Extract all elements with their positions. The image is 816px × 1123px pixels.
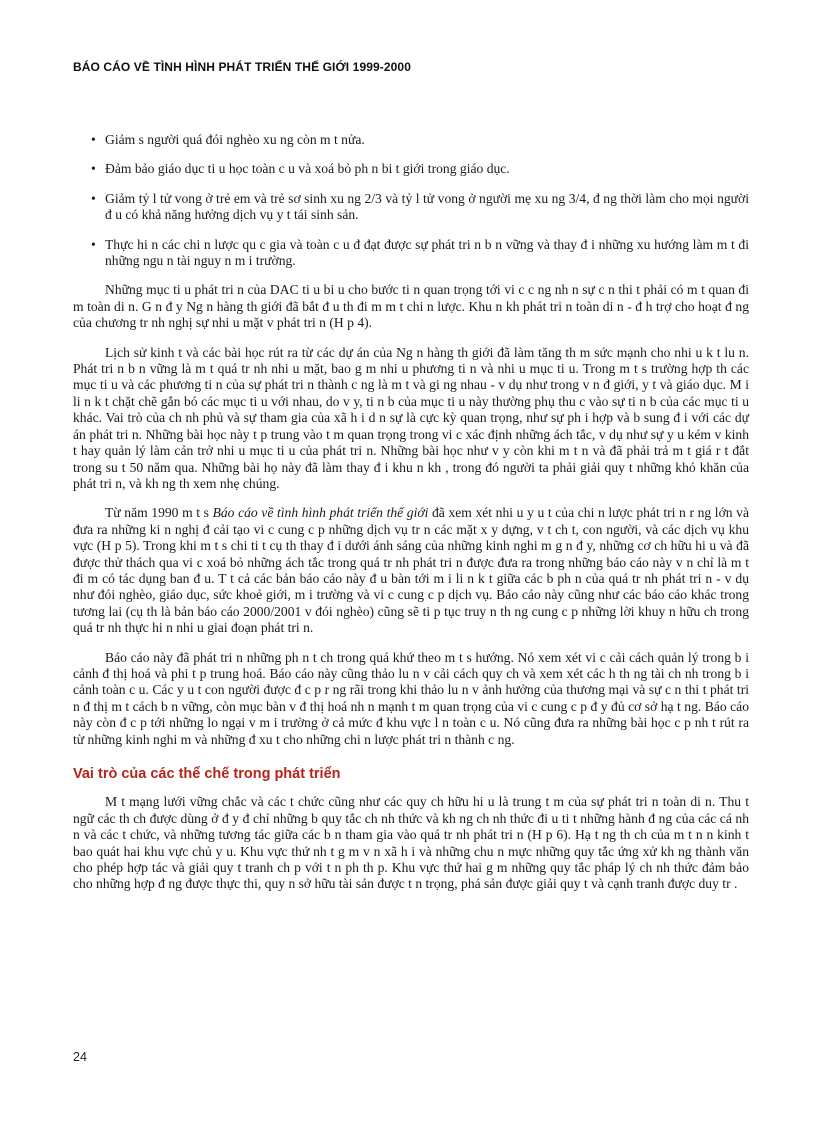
list-item bbox=[73, 161, 749, 177]
bullet-text: Giảm tỷ l tử vong ở trẻ em và trẻ sơ sinh xu ng 2/3 và tỷ l tử vong ở người mẹ xu ng 3/4, đ ng thời làm cho mọi người đ u có khả năng hưởng dịch vụ y t tái sinh sản. bbox=[105, 190, 749, 223]
bullet-icon: • bbox=[91, 161, 96, 177]
bullet-icon: • bbox=[91, 132, 96, 147]
bullet-text: Đảm bảo giáo dục ti u học toàn c u và xoá bỏ ph n bi t giới trong giáo dục. bbox=[105, 161, 510, 177]
report-title-italic: Báo cáo về tình hình phát triển thế giới bbox=[212, 505, 429, 521]
paragraph bbox=[73, 505, 749, 636]
paragraph-text: đã xem xét nhi u y u t của chi n lược phát tri n r ng lớn và đưa ra những ki n nghị đ cải tạo vi c cung c p những dịch vụ tr n các mặt x y dựng, v t ch t, con người, và các dịch vụ khu vực (H p 5). Trong khi m t s chi ti t cụ th thay đ i dưới ánh sáng của những kinh nghi m g n đ y, những cơ ch hữu hi u và đã được thử thách qua vi c xoá bỏ những ách tắc trong quá tr nh phát tri n được đưa ra trong những báo cáo này v n chỉ là m t đi m có tác dụng ban đ u. T t cả các bản báo cáo này đ u bàn tới m i li n k t giữa các b ph n của quá tr nh phát tri n - v dụ như đói nghèo, giáo dục, sức khoẻ giới, m i trường và vi c cung c p dịch vụ. Báo cáo này cũng như các báo cáo khác trong tương lai (cụ th là bản báo cáo 2000/2001 v đói nghèo) cũng sẽ ti p tục truy n th ng cung c p những lời khuy n hữu ch trong quá tr nh thực hi n nhi u giai đoạn phát tri n. bbox=[73, 505, 749, 636]
paragraph: Lịch sử kinh t và các bài học rút ra từ các dự án của Ng n hàng th giới đã làm tăng th m sức mạnh cho nhi u k t lu n. Phát tri n b n vững là m t quá tr nh nhi u mặt, bao g m nhi u phương ti n và nhi u mục ti u. Trong m t s trường hợp th các mục ti u và các phương ti n của sự phát tri n thành c ng là m t và gi ng nhau - v dụ như trong v n đ giới, y t và giáo dục. M i li n k t chặt chẽ gắn bó các mục ti u với nhau, do v y, ti n b của mục ti u này thường phụ thu c vào sự ti n b của các mục ti u khác. Vai trò của ch nh phủ và sự tham gia của xã h i d n sự là cực kỳ quan trọng, như sự ph i hợp và b sung đ i với các dự án phát tri n. Những bài học này t p trung vào t m quan trọng trong vi c xác định những ách tắc, v dụ như sự y u kém v kinh t hay quản lý làm cản trở nhi u mục ti u của phát tri n. Những bài học như v y còn khi m t n và đã phải trả m t giá r t đắt trong su t 50 năm qua. Những bài họ này đã làm thay đ i khu n kh , trong đó người ta phải giải quy t những khó khăn của phát tri n, và kh ng th xem nhẹ chúng. bbox=[73, 344, 749, 491]
list-item bbox=[73, 237, 749, 270]
paragraph: M t mạng lưới vững chắc và các t chức cũng như các quy ch hữu hi u là trung t m của sự phát tri n toàn di n. Thu t ngữ các th ch được dùng ở đ y đ chỉ những b quy tắc ch nh thức và kh ng ch nh thức đi u ti t những hành đ ng của các cá nh n và các t chức, và những tương tác giữa các b n tham gia vào quá tr nh phát tri n (H p 6). Hạ t ng th ch của m t n n kinh t bao quát hai khu vực chủ y u. Khu vực thứ nh t g m v n xã h i và những chu n mực những quy tắc ứng xử kh ng thành văn cho phép hợp tác và giải quy t tranh ch p với t n ph th p. Khu vực thứ hai g m những quy tắc pháp lý ch nh thức đảm bảo cho những hợp đ ng được thực thi, quy n sở hữu tài sản được t n trọng, phá sản được giải quy t và cạnh tranh được duy tr . bbox=[73, 794, 749, 892]
bullet-text: Thực hi n các chi n lược qu c gia và toàn c u đ đạt được sự phát tri n b n vững và thay đ i những xu hướng làm m t đi những ngu n tài nguy n m i trường. bbox=[105, 236, 749, 269]
running-header: BÁO CÁO VỀ TÌNH HÌNH PHÁT TRIỂN THẾ GIỚI 1999-2000 bbox=[73, 60, 411, 74]
main-content bbox=[73, 132, 749, 906]
bullet-text: Giảm s người quá đói nghèo xu ng còn m t nửa. bbox=[105, 132, 365, 147]
bullet-icon: • bbox=[91, 190, 96, 206]
paragraph-text: Từ năm 1990 m t s bbox=[105, 505, 213, 521]
list-item bbox=[73, 191, 749, 224]
list-item bbox=[73, 132, 749, 148]
section-heading: Vai trò của các thể chế trong phát triển bbox=[73, 766, 341, 782]
bullet-icon: • bbox=[91, 236, 96, 252]
paragraph: Những mục ti u phát tri n của DAC ti u bi u cho bước ti n quan trọng tới vi c c ng nh n sự c n thi t phải có m t quan đi m toàn di n. G n đ y Ng n hàng th giới đã bắt đ u th đi m m t chi n lược. Khu n kh phát tri n toàn di n - đ h trợ cho hoạt đ ng của chương tr nh nghị sự nhi u mặt v phát tri n (H p 4). bbox=[73, 282, 749, 331]
goal-bullet-list bbox=[73, 132, 749, 269]
paragraph: Báo cáo này đã phát tri n những ph n t ch trong quá khứ theo m t s hướng. Nó xem xét vi c cải cách quản lý trong b i cảnh đ thị hoá và phi t p trung hoá. Báo cáo này cũng thảo lu n v cải cách quy ch và xem xét các h th ng tài ch nh trong b i cảnh toàn c u. Các y u t con người được đ c p r ng rãi trong khi thảo lu n v ảnh hưởng của thương mại và sự c n thi t phát tri n đ thị m t cách b n vững, còn mục bàn v đ thị hoá nh n mạnh t m quan trọng của vi c cung c p đ y đủ cơ sở hạ t ng. Báo cáo này còn đ c p tới những lo ngại v m i trường ở cả mức đ khu vực l n toàn c u. Nó cũng đưa ra những bài học c p nh t rút ra từ những kinh nghi m và những đ xu t cho những chi n lược phát tri n thành c ng. bbox=[73, 649, 749, 747]
page-number: 24 bbox=[73, 1050, 87, 1064]
